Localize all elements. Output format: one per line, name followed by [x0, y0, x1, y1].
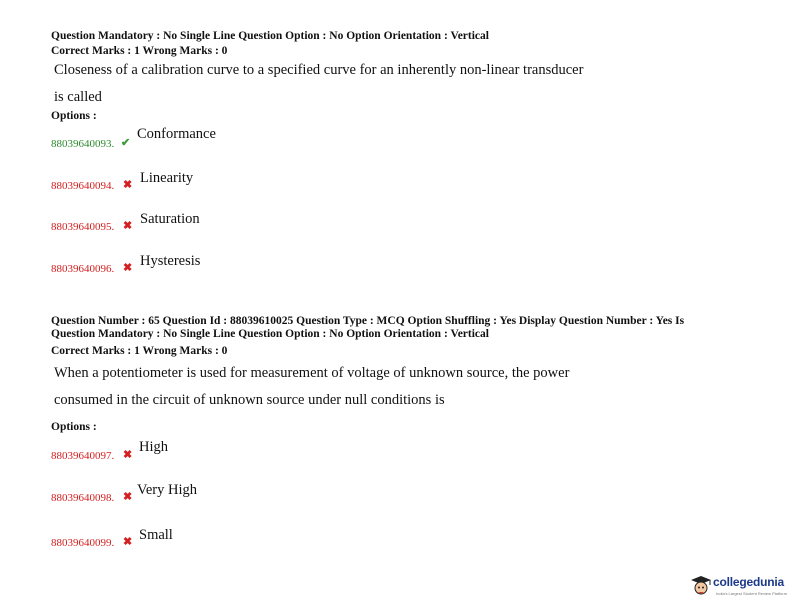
- collegedunia-logo: [690, 572, 788, 602]
- cross-icon: ✖: [123, 449, 133, 461]
- cross-icon: ✖: [123, 179, 133, 191]
- option-id: 88039640096.: [51, 263, 115, 275]
- option-text: Very High: [137, 482, 198, 498]
- q2-meta-line3: Correct Marks : 1 Wrong Marks : 0: [51, 345, 228, 357]
- option-id: 88039640098.: [51, 492, 115, 504]
- q2-options-label: Options :: [51, 421, 97, 433]
- logo-tagline: India's Largest Student Review Platform: [716, 591, 788, 596]
- q2-text-line2: consumed in the circuit of unknown source under null conditions is: [54, 392, 445, 408]
- option-id: 88039640095.: [51, 221, 115, 233]
- option-id: 88039640099.: [51, 537, 115, 549]
- q1-options-label: Options :: [51, 110, 97, 122]
- option-text: Conformance: [137, 126, 216, 142]
- q2-meta-line2: Question Mandatory : No Single Line Question Option : No Option Orientation : Vertical: [51, 328, 489, 340]
- option-id: 88039640097.: [51, 450, 115, 462]
- option-text: Linearity: [140, 170, 194, 186]
- logo-name: collegedunia: [713, 575, 784, 589]
- graduate-mascot-icon: [690, 574, 712, 598]
- q2-text-line1: When a potentiometer is used for measurement of voltage of unknown source, the power: [54, 365, 570, 381]
- cross-icon: ✖: [123, 262, 133, 274]
- q1-text-line1: Closeness of a calibration curve to a specified curve for an inherently non-linear transducer: [54, 62, 584, 78]
- option-text: High: [139, 439, 168, 455]
- check-icon: ✔: [121, 137, 131, 149]
- option-text: Small: [139, 527, 173, 543]
- q1-meta-line1: Question Mandatory : No Single Line Question Option : No Option Orientation : Vertical: [51, 30, 489, 42]
- option-id: 88039640094.: [51, 180, 115, 192]
- q1-text-line2: is called: [54, 89, 102, 105]
- q2-meta-line1: Question Number : 65 Question Id : 88039610025 Question Type : MCQ Option Shuffling : Yes Display Question Number : Yes Is: [51, 315, 685, 327]
- option-text: Saturation: [140, 211, 200, 227]
- option-id: 88039640093.: [51, 138, 115, 150]
- option-text: Hysteresis: [140, 253, 201, 269]
- cross-icon: ✖: [123, 220, 133, 232]
- cross-icon: ✖: [123, 536, 133, 548]
- q1-meta-line2: Correct Marks : 1 Wrong Marks : 0: [51, 45, 228, 57]
- cross-icon: ✖: [123, 491, 133, 503]
